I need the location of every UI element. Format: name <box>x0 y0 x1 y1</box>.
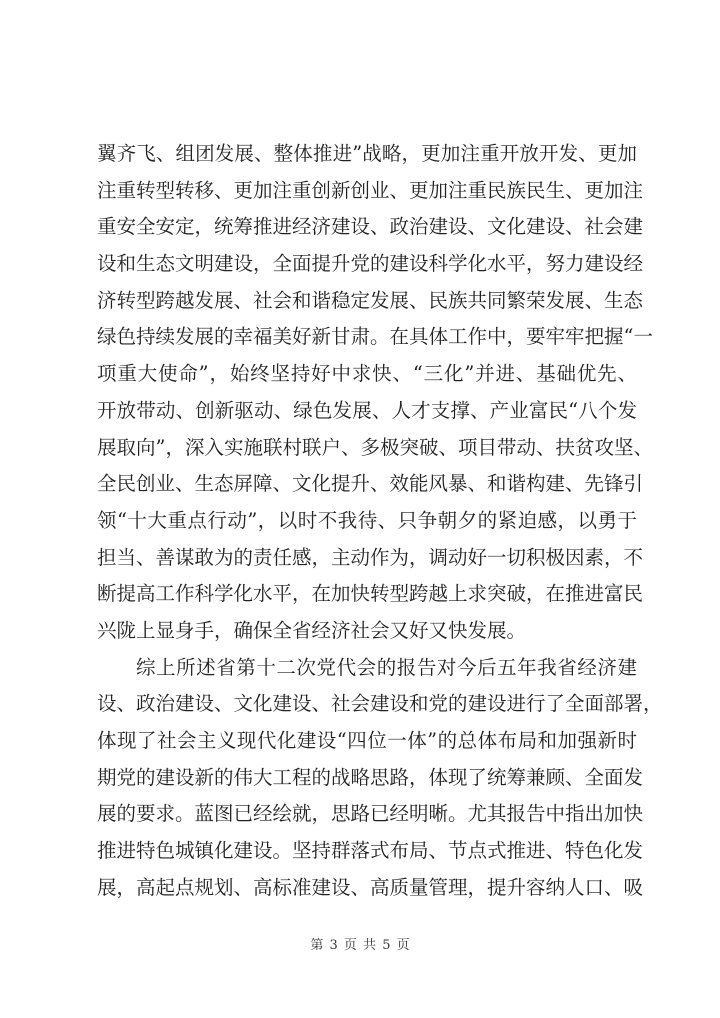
text-line: 领“十大重点行动”，以时不我待、只争朝夕的紧迫感，以勇于 <box>97 508 637 532</box>
text-line: 体现了社会主义现代化建设“四位一体”的总体布局和加强新时 <box>97 729 637 752</box>
page-footer <box>0 934 720 953</box>
text-line: 翼齐飞、组团发展、整体推进”战略，更加注重开放开发、更加 <box>97 142 637 165</box>
text-line: 展取向”，深入实施联村联户、多极突破、项目带动、扶贫攻坚、 <box>97 435 653 459</box>
text-line: 综上所述省第十二次党代会的报告对今后五年我省经济建 <box>136 655 637 679</box>
text-line: 设和生态文明建设，全面提升党的建设科学化水平，努力建设经 <box>97 252 644 276</box>
text-line: 济转型跨越发展、社会和谐稳定发展、民族共同繁荣发展、生态 <box>97 288 644 312</box>
paragraph-2 <box>97 650 663 907</box>
text-line: 推进特色城镇化建设。坚持群落式布局、节点式推进、特色化发 <box>97 839 644 863</box>
text-line: 期党的建设新的伟大工程的战略思路，体现了统筹兼顾、全面发 <box>97 765 644 789</box>
page-indicator: 第 3 页 共 5 页 <box>310 938 410 953</box>
text-line: 重安全安定，统筹推进经济建设、政治建设、文化建设、社会建 <box>97 215 644 239</box>
text-line: 兴陇上显身手，确保全省经济社会又好又快发展。 <box>97 618 527 642</box>
text-line: 全民创业、生态屏障、文化提升、效能风暴、和谐构建、先锋引 <box>97 472 644 496</box>
paragraph-1 <box>97 136 653 650</box>
document-body <box>97 136 663 906</box>
text-line: 注重转型转移、更加注重创新创业、更加注重民族民生、更加注 <box>97 178 644 202</box>
text-line: 开放带动、创新驱动、绿色发展、人才支撑、产业富民“八个发 <box>97 398 637 422</box>
text-line: 展的要求。蓝图已经绘就，思路已经明晰。尤其报告中指出加快 <box>97 802 644 826</box>
text-line: 断提高工作科学化水平，在加快转型跨越上求突破，在推进富民 <box>97 582 644 606</box>
text-line: 项重大使命”，始终坚持好中求快、“三化”并进、基础优先、 <box>97 362 637 386</box>
text-line: 担当、善谋敢为的责任感，主动作为，调动好一切积极因素，不 <box>97 545 644 569</box>
text-line: 设、政治建设、文化建设、社会建设和党的建设进行了全面部署， <box>97 692 663 716</box>
text-line: 展，高起点规划、高标准建设、高质量管理，提升容纳人口、吸 <box>97 875 644 899</box>
text-line: 绿色持续发展的幸福美好新甘肃。在具体工作中，要牢牢把握“一 <box>97 325 653 349</box>
